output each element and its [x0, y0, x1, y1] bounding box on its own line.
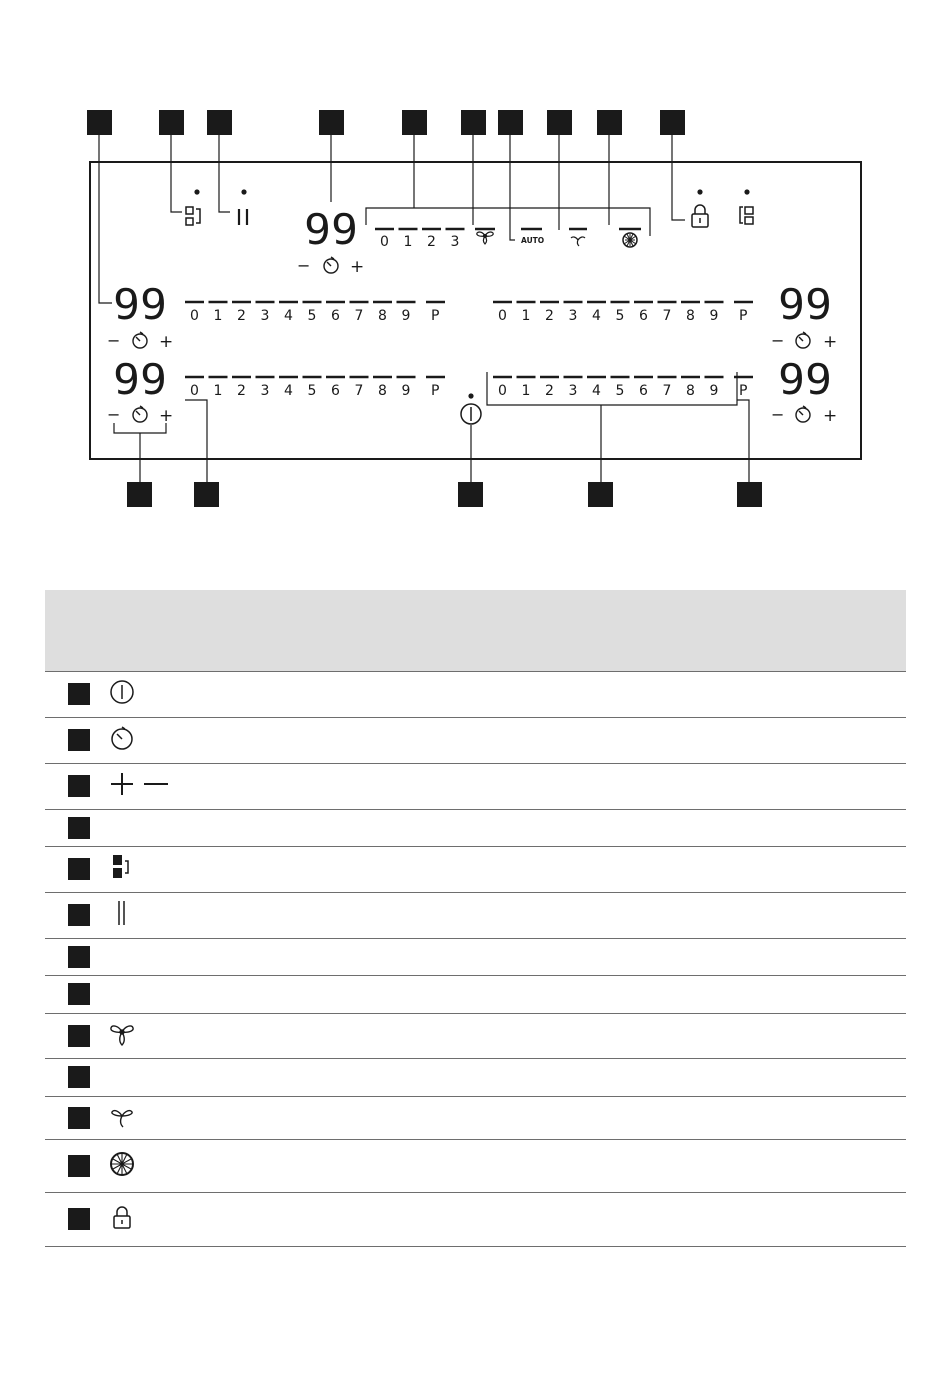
- power-level-label: 2: [545, 383, 554, 399]
- power-level-4[interactable]: [279, 302, 298, 324]
- symbol-cell: [109, 1139, 906, 1192]
- power-level-label: 1: [213, 383, 223, 399]
- power-level-3[interactable]: [256, 377, 275, 399]
- power-level-label: 3: [568, 383, 578, 399]
- bridge-icon[interactable]: [186, 207, 200, 225]
- fan-level-0[interactable]: [375, 229, 394, 250]
- callout-badge: [68, 946, 90, 968]
- pause-icon: [109, 899, 135, 927]
- power-level-5[interactable]: [303, 377, 322, 399]
- indicator-dot: [194, 189, 199, 194]
- left-front-zone-display: 99: [113, 355, 167, 404]
- symbol-cell: [109, 846, 906, 892]
- power-level-label: 4: [284, 308, 293, 324]
- fan-level-2[interactable]: [422, 229, 441, 250]
- power-level-4[interactable]: [587, 377, 606, 399]
- symbol-cell: [109, 1096, 906, 1139]
- power-level-label: 0: [190, 308, 199, 324]
- header-cell: [109, 590, 906, 671]
- hood-extras: [477, 229, 641, 247]
- callout-badge: [737, 482, 762, 507]
- table-row: [45, 892, 906, 938]
- power-level-P[interactable]: [734, 302, 753, 324]
- power-level-label: P: [431, 308, 440, 324]
- fan-level-label: 2: [427, 234, 436, 250]
- link-icon[interactable]: [740, 207, 753, 224]
- right-rear-power-bar: [493, 302, 753, 324]
- timer-icon: [109, 725, 135, 751]
- table-row: [45, 1192, 906, 1246]
- fan-level-label: 0: [380, 234, 389, 250]
- power-level-4[interactable]: [587, 302, 606, 324]
- right-front-timer-controls: [771, 405, 837, 426]
- callout-badge: [68, 1066, 90, 1088]
- minus-button[interactable]: −: [297, 256, 311, 275]
- power-level-7[interactable]: [658, 302, 677, 324]
- power-level-label: P: [431, 383, 440, 399]
- timer-icon[interactable]: [796, 332, 810, 348]
- power-level-7[interactable]: [350, 377, 369, 399]
- left-front-power-bar: [185, 377, 445, 399]
- power-level-label: 6: [331, 383, 340, 399]
- callout-badge: [68, 858, 90, 880]
- badge-cell: [45, 1139, 109, 1192]
- badge-cell: [45, 1192, 109, 1246]
- symbol-group: [109, 771, 169, 797]
- power-level-2[interactable]: [232, 302, 251, 324]
- power-level-label: 2: [237, 308, 246, 324]
- fan-icon[interactable]: [477, 232, 493, 244]
- lock-icon: [109, 1204, 135, 1230]
- cooking-zone-rows: [185, 302, 753, 399]
- left-rear-power-bar: [185, 302, 445, 324]
- symbol-group: [109, 1021, 135, 1047]
- power-level-1[interactable]: [517, 377, 536, 399]
- table-row: [45, 671, 906, 717]
- callout-badge: [547, 110, 572, 135]
- bottom-callout-badges: [127, 482, 762, 507]
- badge-cell: [45, 671, 109, 717]
- minus-button[interactable]: −: [771, 331, 785, 350]
- table-row: [45, 1013, 906, 1058]
- badge-cell: [45, 717, 109, 763]
- left-rear-zone-display: 99: [113, 280, 167, 329]
- power-level-label: 7: [354, 308, 364, 324]
- minus-button[interactable]: −: [771, 405, 785, 424]
- timer-icon[interactable]: [133, 332, 147, 348]
- callout-badge: [588, 482, 613, 507]
- badge-cell: [45, 1013, 109, 1058]
- power-level-8[interactable]: [681, 302, 700, 324]
- callout-badge: [68, 683, 90, 705]
- power-level-1[interactable]: [209, 302, 228, 324]
- fan-level-label: 1: [403, 234, 413, 250]
- power-level-3[interactable]: [564, 302, 583, 324]
- indicator-dot: [744, 189, 749, 194]
- power-level-label: 1: [521, 308, 531, 324]
- fan-level-1[interactable]: [399, 229, 418, 250]
- power-level-2[interactable]: [540, 302, 559, 324]
- callout-badge: [319, 110, 344, 135]
- power-level-label: 9: [709, 308, 719, 324]
- plus-button[interactable]: +: [823, 332, 838, 352]
- power-level-label: 8: [378, 308, 387, 324]
- right-rear-zone-display: 99: [778, 280, 832, 329]
- symbol-cell: [109, 1058, 906, 1096]
- badge-cell: [45, 892, 109, 938]
- symbol-group: [109, 725, 135, 751]
- power-level-5[interactable]: [303, 302, 322, 324]
- symbol-cell: [109, 1192, 906, 1246]
- power-level-label: 5: [615, 308, 625, 324]
- callout-badge: [68, 817, 90, 839]
- power-level-9[interactable]: [397, 377, 416, 399]
- power-level-P[interactable]: [426, 302, 445, 324]
- power-level-label: 7: [662, 308, 672, 324]
- symbol-cell: [109, 938, 906, 975]
- badge-cell: [45, 975, 109, 1013]
- bridge-icon: [109, 853, 135, 881]
- top-callout-badges: [87, 110, 685, 135]
- power-level-label: 6: [639, 383, 648, 399]
- symbol-group: [109, 679, 135, 705]
- plus-icon: [109, 771, 135, 797]
- power-level-0[interactable]: [185, 302, 204, 324]
- power-level-3[interactable]: [256, 302, 275, 324]
- symbol-table: [45, 590, 906, 1247]
- callout-badge: [68, 1155, 90, 1177]
- power-icon: [109, 679, 135, 705]
- callout-badge: [68, 775, 90, 797]
- power-level-5[interactable]: [611, 302, 630, 324]
- callout-badge: [458, 482, 483, 507]
- badge-cell: [45, 846, 109, 892]
- power-level-5[interactable]: [611, 377, 630, 399]
- power-level-label: 4: [592, 308, 601, 324]
- power-level-label: 2: [237, 383, 246, 399]
- symbol-cell: [109, 1013, 906, 1058]
- power-level-label: 1: [521, 383, 531, 399]
- power-level-2[interactable]: [540, 377, 559, 399]
- power-level-7[interactable]: [658, 377, 677, 399]
- callout-badge: [194, 482, 219, 507]
- symbol-group: [109, 1103, 135, 1129]
- indicator-dot: [241, 189, 246, 194]
- symbol-cell: [109, 671, 906, 717]
- fan-level-3[interactable]: [446, 229, 465, 250]
- callout-badge: [498, 110, 523, 135]
- power-level-1[interactable]: [209, 377, 228, 399]
- symbol-cell: [109, 717, 906, 763]
- power-level-P[interactable]: [426, 377, 445, 399]
- right-front-zone-display: 99: [778, 355, 832, 404]
- auto-label: AUTO: [521, 236, 545, 245]
- power-level-label: 3: [568, 308, 578, 324]
- left-rear-timer-controls: [107, 331, 173, 352]
- fan-icon: [109, 1021, 135, 1047]
- power-level-label: 9: [401, 383, 411, 399]
- indicator-dot: [697, 189, 702, 194]
- power-level-label: 0: [190, 383, 199, 399]
- table-row: [45, 846, 906, 892]
- indicator-dot: [468, 393, 473, 398]
- power-level-9[interactable]: [397, 302, 416, 324]
- symbol-group: [109, 899, 135, 927]
- badge-cell: [45, 1058, 109, 1096]
- hood-timer-display: 99: [304, 205, 358, 254]
- symbol-group: [109, 853, 135, 881]
- power-level-label: 3: [260, 383, 270, 399]
- plus-button[interactable]: +: [159, 406, 174, 426]
- power-level-0[interactable]: [185, 377, 204, 399]
- callout-badge: [68, 904, 90, 926]
- plus-button[interactable]: +: [823, 406, 838, 426]
- callout-badge: [87, 110, 112, 135]
- symbol-group: [109, 1204, 135, 1230]
- badge-cell: [45, 809, 109, 846]
- fan-level-label: 3: [450, 234, 460, 250]
- fan-small-icon[interactable]: [571, 237, 585, 246]
- power-level-6[interactable]: [634, 377, 653, 399]
- badge-cell: [45, 1096, 109, 1139]
- power-level-9[interactable]: [705, 302, 724, 324]
- table-row: [45, 717, 906, 763]
- power-level-9[interactable]: [705, 377, 724, 399]
- plus-button[interactable]: +: [159, 332, 174, 352]
- callout-badge: [207, 110, 232, 135]
- callout-badge: [68, 729, 90, 751]
- table-header-row: [45, 590, 906, 671]
- pause-icon[interactable]: [239, 209, 247, 225]
- power-level-label: 9: [401, 308, 411, 324]
- callout-badge: [597, 110, 622, 135]
- timer-icon[interactable]: [796, 406, 810, 422]
- power-level-6[interactable]: [326, 302, 345, 324]
- badge-cell: [45, 938, 109, 975]
- power-level-0[interactable]: [493, 302, 512, 324]
- power-level-2[interactable]: [232, 377, 251, 399]
- callout-badge: [127, 482, 152, 507]
- power-level-label: 5: [307, 308, 317, 324]
- power-level-label: 7: [662, 383, 672, 399]
- callout-badge: [68, 1208, 90, 1230]
- power-level-0[interactable]: [493, 377, 512, 399]
- lock-icon[interactable]: [692, 205, 708, 227]
- minus-button[interactable]: −: [107, 405, 121, 424]
- callout-badge: [461, 110, 486, 135]
- minus-button[interactable]: −: [107, 331, 121, 350]
- power-level-label: 8: [378, 383, 387, 399]
- power-level-label: 5: [615, 383, 625, 399]
- power-level-label: 7: [354, 383, 364, 399]
- table-row: [45, 763, 906, 809]
- left-front-timer-controls: [107, 405, 173, 426]
- power-icon[interactable]: [461, 404, 481, 424]
- power-level-8[interactable]: [373, 302, 392, 324]
- power-level-label: 8: [686, 383, 695, 399]
- power-level-label: 0: [498, 308, 507, 324]
- callout-badge: [660, 110, 685, 135]
- symbol-group: [109, 1151, 135, 1177]
- power-level-label: 9: [709, 383, 719, 399]
- right-front-power-bar: [493, 377, 753, 399]
- power-level-label: 0: [498, 383, 507, 399]
- grid-filter-icon[interactable]: [623, 233, 637, 247]
- table-row: [45, 1139, 906, 1192]
- hood-timer-controls: [297, 256, 364, 277]
- power-level-6[interactable]: [634, 302, 653, 324]
- callout-badge: [159, 110, 184, 135]
- power-level-3[interactable]: [564, 377, 583, 399]
- power-level-7[interactable]: [350, 302, 369, 324]
- power-level-label: 2: [545, 308, 554, 324]
- timer-icon[interactable]: [133, 406, 147, 422]
- table-row: [45, 809, 906, 846]
- power-level-6[interactable]: [326, 377, 345, 399]
- power-level-label: 1: [213, 308, 223, 324]
- power-level-label: P: [739, 308, 748, 324]
- symbol-cell: [109, 763, 906, 809]
- power-level-label: 3: [260, 308, 270, 324]
- power-level-8[interactable]: [373, 377, 392, 399]
- control-panel-diagram: [0, 0, 950, 560]
- header-cell: [45, 590, 109, 671]
- power-level-label: 8: [686, 308, 695, 324]
- power-level-8[interactable]: [681, 377, 700, 399]
- table-row: [45, 1058, 906, 1096]
- grid-filter-icon: [109, 1151, 135, 1177]
- symbol-cell: [109, 809, 906, 846]
- table-row: [45, 975, 906, 1013]
- power-level-label: 4: [284, 383, 293, 399]
- right-rear-timer-controls: [771, 331, 837, 352]
- callout-badge: [68, 1107, 90, 1129]
- table-row: [45, 1096, 906, 1139]
- symbol-cell: [109, 975, 906, 1013]
- plus-button[interactable]: +: [350, 257, 365, 277]
- fan-small-icon: [109, 1103, 135, 1129]
- power-level-label: 5: [307, 383, 317, 399]
- table-row: [45, 938, 906, 975]
- hood-fan-speed-bar: [375, 229, 495, 250]
- power-level-label: 4: [592, 383, 601, 399]
- callout-badge: [68, 1025, 90, 1047]
- callout-badge: [402, 110, 427, 135]
- power-level-1[interactable]: [517, 302, 536, 324]
- power-level-label: 6: [331, 308, 340, 324]
- power-level-4[interactable]: [279, 377, 298, 399]
- symbol-cell: [109, 892, 906, 938]
- minus-icon: [143, 771, 169, 797]
- badge-cell: [45, 763, 109, 809]
- timer-icon[interactable]: [324, 257, 338, 273]
- power-level-label: P: [739, 383, 748, 399]
- callout-badge: [68, 983, 90, 1005]
- power-level-label: 6: [639, 308, 648, 324]
